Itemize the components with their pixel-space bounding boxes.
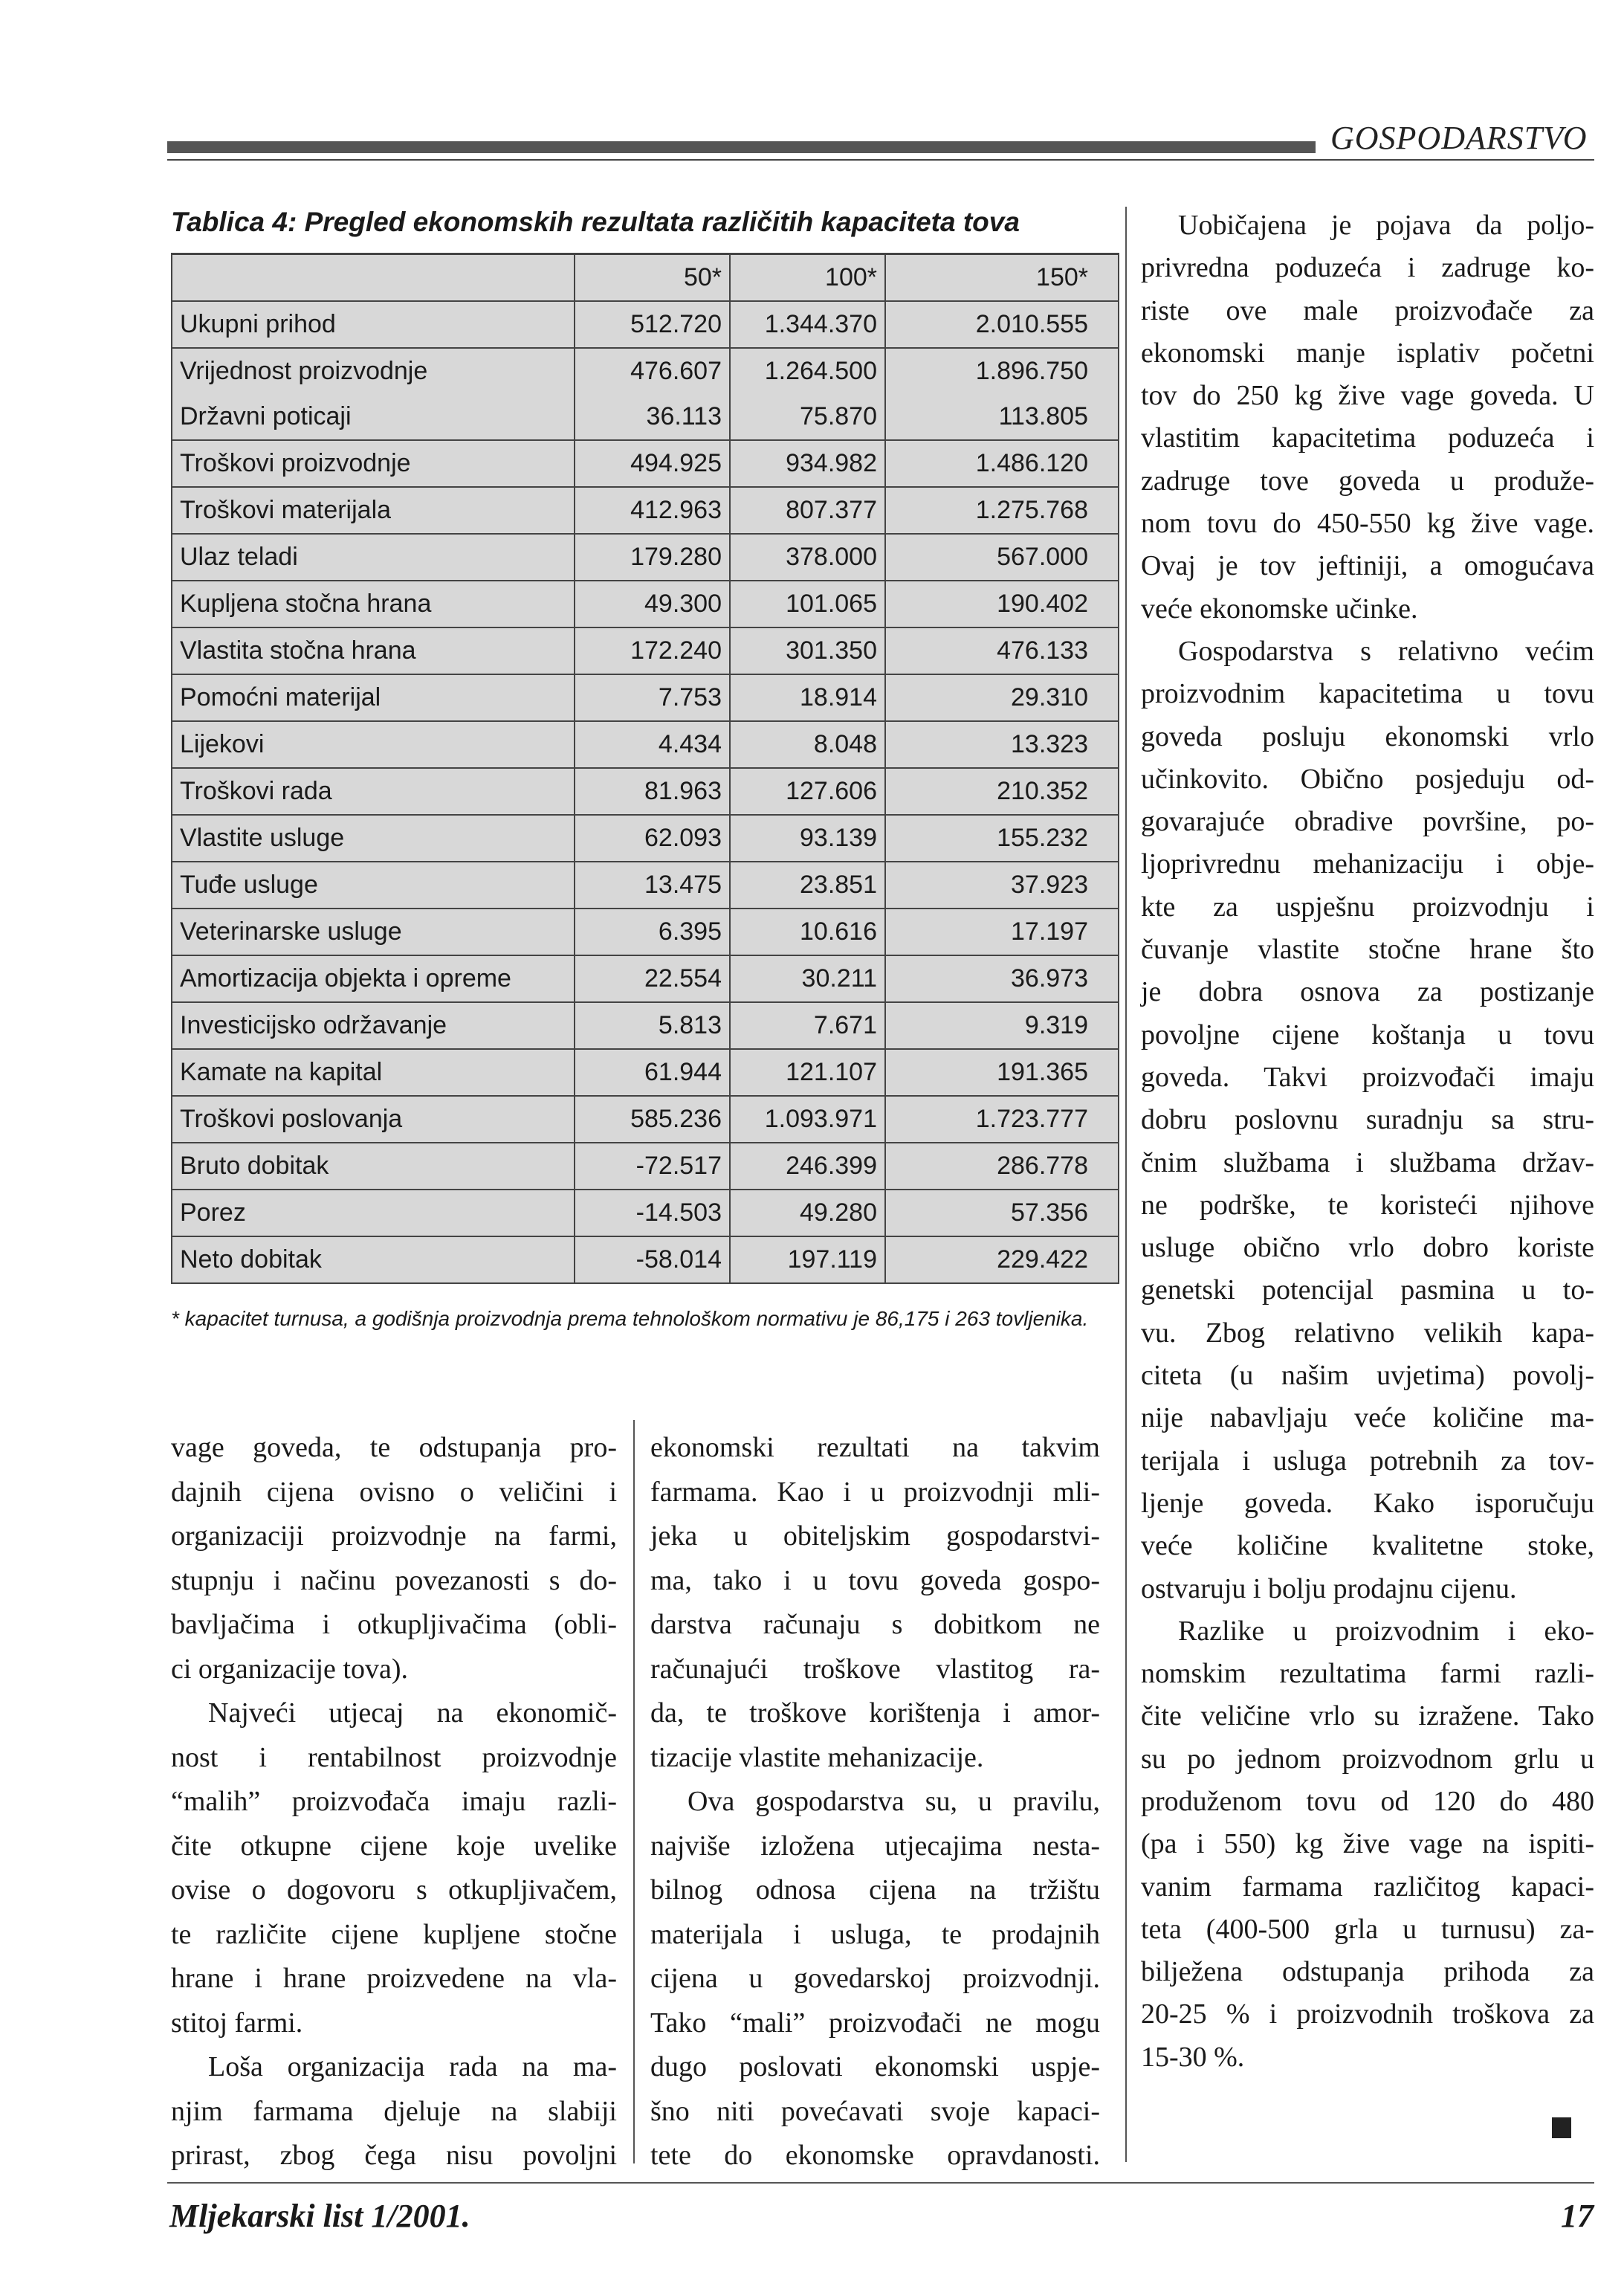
text-line: hrane i hrane proizvedene na vla- xyxy=(171,1963,617,1994)
text-line: ostvaruju i bolju prodajnu cijenu. xyxy=(1141,1572,1517,1604)
table-row xyxy=(172,534,1119,581)
cell-value: 18.914 xyxy=(730,674,885,721)
column-divider-left xyxy=(633,1420,635,2163)
table-row xyxy=(172,440,1119,487)
row-label: Vlastite usluge xyxy=(172,815,575,862)
text-line: riste ove male proizvođače za xyxy=(1141,294,1594,326)
cell-value: 1.264.500 xyxy=(730,348,885,394)
row-label: Vrijednost proizvodnje xyxy=(172,348,575,394)
text-line: cijena u govedarskoj proizvodnji. xyxy=(650,1963,1100,1994)
text-line: goveda posluju ekonomski vrlo xyxy=(1141,720,1594,752)
cell-value: 1.093.971 xyxy=(730,1096,885,1143)
row-label: Vlastita stočna hrana xyxy=(172,627,575,674)
text-line: vu. Zbog relativno velikih kapa- xyxy=(1141,1317,1594,1349)
cell-value: 57.356 xyxy=(885,1190,1119,1236)
cell-value: 567.000 xyxy=(885,534,1119,581)
cell-value: 101.065 xyxy=(730,581,885,627)
text-line: zadruge tove goveda u produže- xyxy=(1141,465,1594,497)
row-label: Investicijsko održavanje xyxy=(172,1002,575,1049)
text-line: dajnih cijena ovisno o veličini i xyxy=(171,1476,617,1508)
text-line: materijala i usluga, te prodajnih xyxy=(650,1918,1100,1950)
cell-value: 197.119 xyxy=(730,1236,885,1283)
text-line: vage goveda, te odstupanja pro- xyxy=(171,1432,617,1463)
text-line: genetski potencijal pasmina u to- xyxy=(1141,1274,1594,1306)
footer-rule xyxy=(167,2182,1594,2184)
text-column-left xyxy=(171,1426,617,2178)
cell-value: -72.517 xyxy=(575,1143,730,1190)
text-line: Ova gospodarstva su, u pravilu, xyxy=(688,1786,1100,1817)
cell-value: 155.232 xyxy=(885,815,1119,862)
cell-value: 301.350 xyxy=(730,627,885,674)
text-line: citeta (u našim uvjetima) povolj- xyxy=(1141,1360,1594,1392)
text-line: ekonomski manje isplativ početni xyxy=(1141,337,1594,369)
text-line: ci organizacije tova). xyxy=(171,1653,408,1685)
table-row xyxy=(172,394,1119,440)
text-line: privredna poduzeća i zadruge ko- xyxy=(1141,252,1594,284)
cell-value: 378.000 xyxy=(730,534,885,581)
table-row xyxy=(172,1002,1119,1049)
row-label: Kamate na kapital xyxy=(172,1049,575,1096)
row-label: Ukupni prihod xyxy=(172,301,575,348)
table-row xyxy=(172,909,1119,955)
text-line: nom tovu do 450-550 kg žive vage. xyxy=(1141,508,1594,540)
text-line: Loša organizacija rada na ma- xyxy=(208,2051,617,2082)
text-line: bilnog odnosa cijena na tržištu xyxy=(650,1874,1100,1905)
text-line: Tako “mali” proizvođači ne mogu xyxy=(650,2007,1100,2039)
text-line: tete do ekonomske opravdanosti. xyxy=(650,2140,1100,2171)
cell-value: 6.395 xyxy=(575,909,730,955)
row-label: Troškovi proizvodnje xyxy=(172,440,575,487)
cell-value: 29.310 xyxy=(885,674,1119,721)
text-line: Ovaj je tov jeftiniji, a omogućava xyxy=(1141,550,1594,582)
text-line: veće količine kvalitetne stoke, xyxy=(1141,1530,1594,1562)
text-line: čuvanje vlastite stočne hrane što xyxy=(1141,934,1594,966)
cell-value: 190.402 xyxy=(885,581,1119,627)
row-label: Lijekovi xyxy=(172,721,575,768)
cell-value: 4.434 xyxy=(575,721,730,768)
text-line: kte za uspješnu proizvodnju i xyxy=(1141,891,1594,923)
text-line: vanim farmama različitog kapaci- xyxy=(1141,1871,1594,1903)
cell-value: 37.923 xyxy=(885,862,1119,909)
section-title: GOSPODARSTVO xyxy=(1330,120,1588,156)
table-row xyxy=(172,768,1119,815)
text-line: vlastitim kapacitetima poduzeća i xyxy=(1141,422,1594,454)
cell-value: 121.107 xyxy=(730,1049,885,1096)
cell-value: 81.963 xyxy=(575,768,730,815)
text-line: ekonomski rezultati na takvim xyxy=(650,1432,1100,1463)
text-line: produženom tovu od 120 do 480 xyxy=(1141,1785,1594,1817)
cell-value: 1.723.777 xyxy=(885,1096,1119,1143)
text-column-right xyxy=(1141,204,1594,2079)
row-label: Troškovi materijala xyxy=(172,487,575,534)
row-label: Neto dobitak xyxy=(172,1236,575,1283)
text-line: farmama. Kao i u proizvodnji mli- xyxy=(650,1476,1100,1508)
text-line: nomskim rezultatima farmi razli- xyxy=(1141,1658,1594,1690)
table-row xyxy=(172,674,1119,721)
text-column-middle xyxy=(650,1426,1100,2178)
text-line: proizvodnim kapacitetima u tovu xyxy=(1141,678,1594,710)
text-line: nije nabavljaju veće količine ma- xyxy=(1141,1402,1594,1434)
table-caption: Tablica 4: Pregled ekonomskih rezultata različitih kapaciteta tova xyxy=(171,207,1020,237)
cell-value: 9.319 xyxy=(885,1002,1119,1049)
cell-value: 62.093 xyxy=(575,815,730,862)
cell-value: -58.014 xyxy=(575,1236,730,1283)
text-line: tizacije vlastite mehanizacije. xyxy=(650,1741,984,1773)
text-line: goveda. Takvi proizvođači imaju xyxy=(1141,1061,1594,1093)
cell-value: 807.377 xyxy=(730,487,885,534)
cell-value: 5.813 xyxy=(575,1002,730,1049)
journal-name: Mljekarski list 1/2001. xyxy=(169,2198,470,2234)
text-line: 20-25 % i proizvodnih troškova za xyxy=(1141,1998,1594,2030)
cell-value: 22.554 xyxy=(575,955,730,1002)
text-line: ljoprivrednu mehanizaciju i obje- xyxy=(1141,848,1594,880)
text-line: terijala i usluga potrebnih za tov- xyxy=(1141,1445,1594,1477)
cell-value: 1.275.768 xyxy=(885,487,1119,534)
text-line: računajući troškove vlastitog ra- xyxy=(650,1653,1100,1685)
cell-value: 7.671 xyxy=(730,1002,885,1049)
row-label: Državni poticaji xyxy=(172,394,575,440)
cell-value: 113.805 xyxy=(885,394,1119,440)
text-line: darstva računaju s dobitkom ne xyxy=(650,1609,1100,1640)
text-line: usluge obično vrlo dobro koriste xyxy=(1141,1232,1594,1264)
cell-value: 494.925 xyxy=(575,440,730,487)
cell-value: 585.236 xyxy=(575,1096,730,1143)
text-line: jeka u obiteljskim gospodarstvi- xyxy=(650,1520,1100,1552)
text-line: čite veličine vrlo su izražene. Tako xyxy=(1141,1700,1594,1732)
table-header-row xyxy=(172,254,1119,302)
text-line: ovise o dogovoru s otkupljivačem, xyxy=(171,1874,617,1905)
text-line: teta (400-500 grla u turnusu) za- xyxy=(1141,1913,1594,1945)
header-rule-thick xyxy=(167,141,1316,153)
row-label: Porez xyxy=(172,1190,575,1236)
table-row xyxy=(172,348,1119,394)
cell-value: 75.870 xyxy=(730,394,885,440)
text-line: veće ekonomske učinke. xyxy=(1141,593,1418,625)
text-line: najviše izložena utjecajima nesta- xyxy=(650,1830,1100,1862)
text-line: prirast, zbog čega nisu povoljni xyxy=(171,2140,617,2171)
cell-value: 1.896.750 xyxy=(885,348,1119,394)
table-row xyxy=(172,862,1119,909)
row-label: Tuđe usluge xyxy=(172,862,575,909)
cell-value: 8.048 xyxy=(730,721,885,768)
table-row xyxy=(172,487,1119,534)
text-line: njim farmama djeluje na slabiji xyxy=(171,2095,617,2127)
text-line: da, te troškove korištenja i amor- xyxy=(650,1697,1100,1729)
column-header: 50* xyxy=(575,254,730,302)
cell-value: 179.280 xyxy=(575,534,730,581)
cell-value: 229.422 xyxy=(885,1236,1119,1283)
cell-value: 246.399 xyxy=(730,1143,885,1190)
cell-value: 191.365 xyxy=(885,1049,1119,1096)
row-label: Pomoćni materijal xyxy=(172,674,575,721)
text-line: ma, tako i u tovu goveda gospo- xyxy=(650,1564,1100,1596)
text-line: (pa i 550) kg žive vage na ispiti- xyxy=(1141,1828,1594,1860)
text-line: bavljačima i otkupljivačima (obli- xyxy=(171,1609,617,1640)
text-line: dobru poslovnu suradnju sa stru- xyxy=(1141,1104,1594,1136)
table-row xyxy=(172,1143,1119,1190)
cell-value: 36.113 xyxy=(575,394,730,440)
text-line: bilježena odstupanja prihoda za xyxy=(1141,1956,1594,1988)
cell-value: 512.720 xyxy=(575,301,730,348)
table-row xyxy=(172,301,1119,348)
text-line: Najveći utjecaj na ekonomič- xyxy=(208,1697,617,1729)
cell-value: 10.616 xyxy=(730,909,885,955)
cell-value: 93.139 xyxy=(730,815,885,862)
text-line: povoljne cijene koštanja u tovu xyxy=(1141,1019,1594,1051)
table-row xyxy=(172,815,1119,862)
page-number: 17 xyxy=(1561,2198,1594,2234)
text-line: šno niti povećavati svoje kapaci- xyxy=(650,2095,1100,2127)
column-header: 150* xyxy=(885,254,1119,302)
table-row xyxy=(172,581,1119,627)
text-line: govarajuće obradive površine, po- xyxy=(1141,806,1594,838)
cell-value: 476.133 xyxy=(885,627,1119,674)
cell-value: 17.197 xyxy=(885,909,1119,955)
row-label: Bruto dobitak xyxy=(172,1143,575,1190)
cell-value: 172.240 xyxy=(575,627,730,674)
results-table xyxy=(171,253,1119,1284)
row-label: Troškovi poslovanja xyxy=(172,1096,575,1143)
cell-value: 934.982 xyxy=(730,440,885,487)
cell-value: 412.963 xyxy=(575,487,730,534)
cell-value: 286.778 xyxy=(885,1143,1119,1190)
column-divider-right xyxy=(1125,207,1127,2162)
text-line: čnim službama i službama držav- xyxy=(1141,1146,1594,1178)
row-label: Amortizacija objekta i opreme xyxy=(172,955,575,1002)
table-row xyxy=(172,1190,1119,1236)
row-label: Ulaz teladi xyxy=(172,534,575,581)
text-line: organizaciji proizvodnje na farmi, xyxy=(171,1520,617,1552)
cell-value: 61.944 xyxy=(575,1049,730,1096)
table-footnote: * kapacitet turnusa, a godišnja proizvodnja prema tehnološkom normativu je 86,175 i 263 tovljenika. xyxy=(171,1307,1089,1330)
cell-value: 1.344.370 xyxy=(730,301,885,348)
text-line: učinkovito. Obično posjeduju od- xyxy=(1141,763,1594,795)
table-row xyxy=(172,1096,1119,1143)
row-label: Veterinarske usluge xyxy=(172,909,575,955)
cell-value: 23.851 xyxy=(730,862,885,909)
row-label: Kupljena stočna hrana xyxy=(172,581,575,627)
text-line: tov do 250 kg žive vage goveda. U xyxy=(1141,380,1594,412)
text-line: je dobra osnova za postizanje xyxy=(1141,976,1594,1008)
cell-value: 30.211 xyxy=(730,955,885,1002)
cell-value: 2.010.555 xyxy=(885,301,1119,348)
text-line: čite otkupne cijene koje uvelike xyxy=(171,1830,617,1862)
cell-value: 49.300 xyxy=(575,581,730,627)
text-line: Uobičajena je pojava da poljo- xyxy=(1178,210,1594,241)
cell-value: 476.607 xyxy=(575,348,730,394)
text-line: 15-30 %. xyxy=(1141,2041,1245,2073)
text-line: su po jednom proizvodnom grlu u xyxy=(1141,1743,1594,1775)
cell-value: -14.503 xyxy=(575,1190,730,1236)
cell-value: 49.280 xyxy=(730,1190,885,1236)
table-row xyxy=(172,627,1119,674)
text-line: stupnju i načinu povezanosti s do- xyxy=(171,1564,617,1596)
cell-value: 127.606 xyxy=(730,768,885,815)
text-line: dugo poslovati ekonomski uspje- xyxy=(650,2051,1100,2082)
text-line: “malih” proizvođača imaju razli- xyxy=(171,1786,617,1817)
text-line: nost i rentabilnost proizvodnje xyxy=(171,1741,617,1773)
table-row xyxy=(172,1236,1119,1283)
text-line: te različite cijene kupljene stočne xyxy=(171,1918,617,1950)
column-header xyxy=(172,254,575,302)
text-line: stitoj farmi. xyxy=(171,2007,303,2039)
table-row xyxy=(172,721,1119,768)
table-row xyxy=(172,1049,1119,1096)
text-line: ne podrške, te koristeći njihove xyxy=(1141,1189,1594,1221)
text-line: ljenje goveda. Kako isporučuju xyxy=(1141,1487,1594,1519)
text-line: Gospodarstva s relativno većim xyxy=(1178,635,1594,667)
cell-value: 13.323 xyxy=(885,721,1119,768)
cell-value: 13.475 xyxy=(575,862,730,909)
cell-value: 210.352 xyxy=(885,768,1119,815)
row-label: Troškovi rada xyxy=(172,768,575,815)
end-of-article-mark xyxy=(1552,2117,1571,2138)
column-header: 100* xyxy=(730,254,885,302)
table-row xyxy=(172,955,1119,1002)
header-rule-thin xyxy=(167,159,1594,161)
cell-value: 36.973 xyxy=(885,955,1119,1002)
text-line: Razlike u proizvodnim i eko- xyxy=(1178,1615,1594,1647)
cell-value: 1.486.120 xyxy=(885,440,1119,487)
cell-value: 7.753 xyxy=(575,674,730,721)
